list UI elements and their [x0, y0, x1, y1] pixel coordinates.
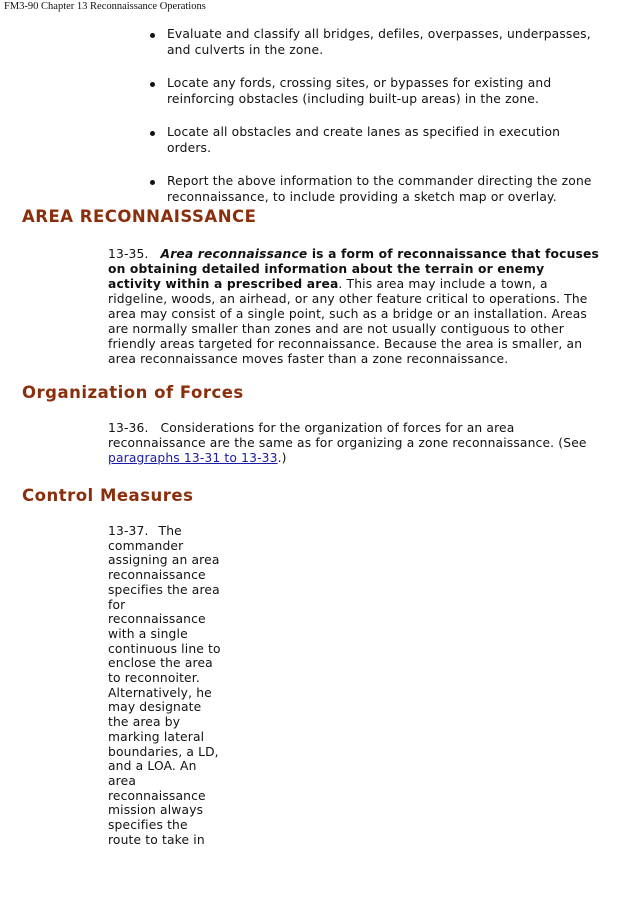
- zone-recon-task-list: [150, 27, 600, 223]
- bullet-icon: [150, 82, 155, 87]
- bullet-icon: [150, 33, 155, 38]
- bullet-icon: [150, 131, 155, 136]
- running-header: FM3-90 Chapter 13 Reconnaissance Operations: [4, 1, 206, 12]
- paragraph-13-36: [108, 421, 600, 466]
- list-item: [150, 76, 600, 107]
- control-measures-heading: Control Measures: [22, 486, 194, 505]
- paragraph-13-35: [108, 247, 600, 367]
- paragraph-body: This area may include a town, a ridgeline, woods, an airhead, or any other feature critical to operations. The area may consist of a single point, such as a bridge or an installation. Areas are normally smaller than zones and are not usually contiguous to other friendly areas targeted for reconnaissance. Because the area is smaller, an area reconnaissance moves faster than a zone reconnaissance.: [108, 277, 588, 366]
- paragraph-number: 13-35.: [108, 247, 149, 261]
- list-item: [150, 125, 600, 156]
- paragraph-body: Considerations for the organization of forces for an area reconnaissance are the same as for organizing a zone reconnaissance. (See: [108, 421, 587, 450]
- bullet-icon: [150, 180, 155, 185]
- area-reconnaissance-heading: AREA RECONNAISSANCE: [22, 207, 257, 226]
- paragraph-13-37: [108, 524, 224, 847]
- defined-term: Area reconnaissance: [160, 247, 308, 261]
- paragraph-number: 13-37.: [108, 524, 149, 538]
- list-item-text: Locate all obstacles and create lanes as specified in execution orders.: [167, 125, 561, 155]
- organization-of-forces-heading: Organization of Forces: [22, 383, 244, 402]
- paragraph-number: 13-36.: [108, 421, 149, 435]
- list-item-text: Locate any fords, crossing sites, or bypasses for existing and reinforcing obstacles (including built-up areas) in the zone.: [167, 76, 552, 106]
- paragraph-body: The commander assigning an area reconnaissance specifies the area for reconnaissance with a single continuous line to enclose the area to reconnoiter. Alternatively, he may designate the area by marking lateral boundaries, a LD, and a LOA. An area reconnaissance mission always specifies the route to take in: [108, 524, 221, 847]
- list-item-text: Report the above information to the commander directing the zone reconnaissance, to include providing a sketch map or overlay.: [167, 174, 592, 204]
- list-item-text: Evaluate and classify all bridges, defiles, overpasses, underpasses, and culverts in the zone.: [167, 27, 591, 57]
- list-item: [150, 27, 600, 58]
- paragraph-cross-reference-link[interactable]: paragraphs 13-31 to 13-33: [108, 451, 278, 465]
- definition-text: is a form of reconnaissance that focuses on obtaining detailed information about the terrain or enemy activity within a prescribed area: [108, 247, 599, 291]
- list-item: [150, 174, 600, 205]
- definition-period: .: [338, 277, 343, 291]
- paragraph-closing: .): [277, 451, 287, 465]
